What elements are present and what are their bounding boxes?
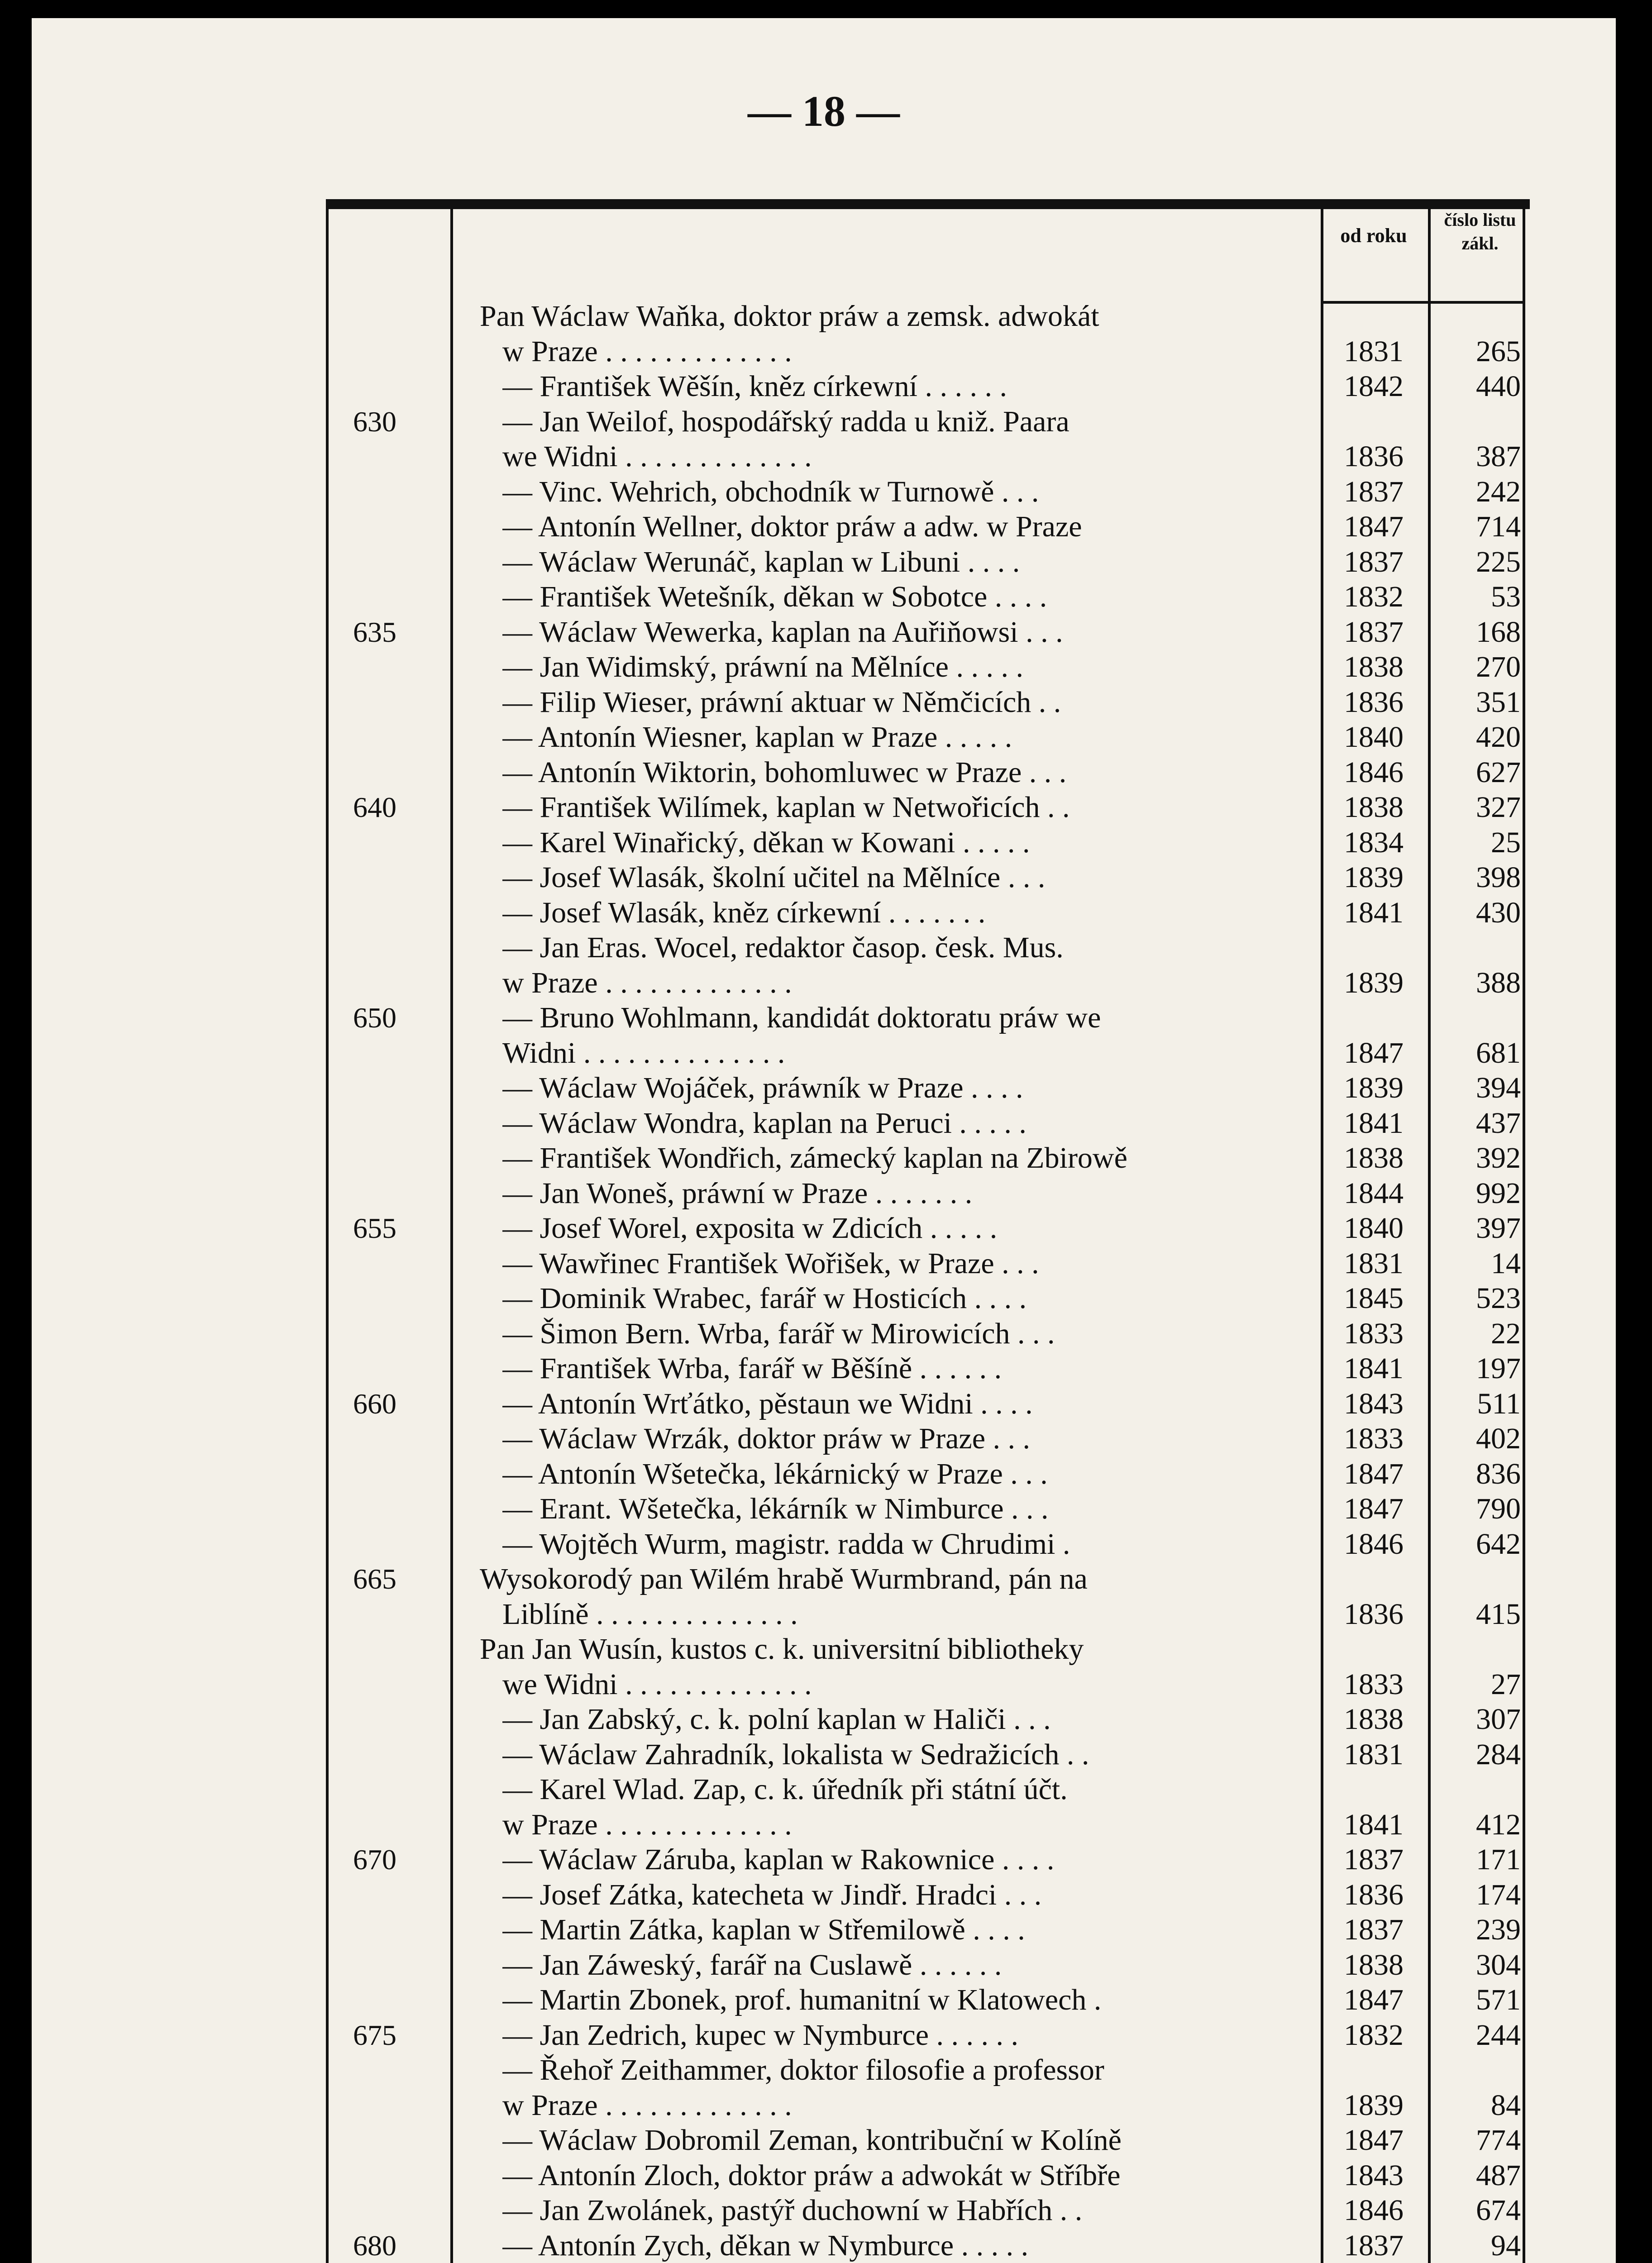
entry-year: 1837	[1344, 2229, 1404, 2262]
list-item	[32, 1456, 1616, 1491]
column-header-cislo-listu: číslo listu zákl.	[1444, 210, 1516, 253]
list-item	[32, 1702, 1616, 1737]
entry-sheet-number: 284	[1476, 1738, 1521, 1771]
list-item	[32, 615, 1616, 649]
entry-number: 670	[353, 1843, 396, 1876]
entry-sheet-number: 571	[1476, 1983, 1521, 2016]
list-item	[32, 1632, 1616, 1666]
list-item	[32, 2123, 1616, 2158]
list-item	[32, 825, 1616, 860]
entry-text: — Antonín Wrťátko, pěstaun we Widni . . . .	[502, 1387, 1033, 1420]
list-item	[32, 474, 1616, 509]
list-item	[32, 2088, 1616, 2123]
entry-year: 1836	[1344, 1878, 1404, 1911]
list-item	[32, 1561, 1616, 1596]
entry-sheet-number: 304	[1476, 1948, 1521, 1981]
list-item	[32, 1912, 1616, 1947]
entry-number: 655	[353, 1212, 396, 1244]
entry-sheet-number: 714	[1476, 510, 1521, 543]
entry-year: 1846	[1344, 2194, 1404, 2227]
list-item	[32, 1772, 1616, 1807]
entry-text: — Antonín Wiesner, kaplan w Praze . . . . .	[502, 721, 1012, 754]
entry-sheet-number: 437	[1476, 1106, 1521, 1140]
entry-text: Widni . . . . . . . . . . . . . .	[502, 1036, 785, 1069]
entry-sheet-number: 774	[1476, 2124, 1521, 2157]
entry-text: — Jan Záweský, farář na Cuslawě . . . . . .	[502, 1948, 1002, 1981]
entry-text: — František Wěšín, kněz církewní . . . . . .	[502, 370, 1007, 403]
list-item	[32, 1246, 1616, 1281]
entry-text: — Wáclaw Wojáček, práwník w Praze . . . .	[502, 1071, 1023, 1104]
entry-year: 1831	[1344, 1738, 1404, 1771]
entry-sheet-number: 197	[1476, 1352, 1521, 1385]
entry-sheet-number: 398	[1476, 861, 1521, 894]
entry-text: Wysokorodý pan Wilém hrabě Wurmbrand, pán na	[480, 1562, 1088, 1595]
list-item	[32, 579, 1616, 614]
entry-text: — Josef Wlasák, školní učitel na Mělníce . . .	[502, 861, 1046, 894]
entry-sheet-number: 327	[1476, 791, 1521, 824]
entry-year: 1839	[1344, 2088, 1404, 2122]
entry-year: 1841	[1344, 1106, 1404, 1140]
entry-sheet-number: 168	[1476, 615, 1521, 649]
entry-sheet-number: 242	[1476, 475, 1521, 508]
entry-sheet-number: 430	[1476, 896, 1521, 929]
entry-year: 1841	[1344, 1352, 1404, 1385]
entry-text: — Wáclaw Werunáč, kaplan w Libuni . . . .	[502, 545, 1020, 578]
entry-text: — Martin Zátka, kaplan w Střemilowě . . . .	[502, 1913, 1025, 1946]
entry-year: 1846	[1344, 755, 1404, 789]
entry-year: 1837	[1344, 1843, 1404, 1876]
list-item	[32, 1211, 1616, 1246]
entry-sheet-number: 420	[1476, 721, 1521, 754]
entry-number: 640	[353, 791, 396, 823]
entry-number: 660	[353, 1387, 396, 1420]
list-item	[32, 965, 1616, 1000]
entry-sheet-number: 836	[1476, 1457, 1521, 1490]
entry-year: 1847	[1344, 1036, 1404, 1069]
entry-text: — František Wetešník, děkan w Sobotce . . . .	[502, 580, 1047, 613]
list-item	[32, 2228, 1616, 2263]
entry-sheet-number: 265	[1476, 334, 1521, 368]
entry-year: 1842	[1344, 370, 1404, 403]
entry-sheet-number: 681	[1476, 1036, 1521, 1069]
entry-text: — Wáclaw Wewerka, kaplan na Auřiňowsi . . .	[502, 615, 1063, 649]
list-item	[32, 334, 1616, 369]
entry-sheet-number: 94	[1491, 2229, 1521, 2262]
list-item	[32, 1281, 1616, 1316]
entry-sheet-number: 397	[1476, 1212, 1521, 1245]
entry-text: — Jan Zwolánek, pastýř duchowní w Habřích . .	[502, 2194, 1083, 2227]
entry-year: 1831	[1344, 1246, 1404, 1280]
entry-year: 1837	[1344, 545, 1404, 578]
entry-year: 1843	[1344, 2158, 1404, 2192]
entry-year: 1838	[1344, 791, 1404, 824]
entry-text: — Antonín Wšetečka, lékárnický w Praze . . .	[502, 1457, 1048, 1490]
entry-sheet-number: 394	[1476, 1071, 1521, 1104]
entry-year: 1838	[1344, 1948, 1404, 1981]
entry-text: — Jan Widimský, práwní na Mělníce . . . . .	[502, 650, 1023, 683]
list-item	[32, 1982, 1616, 2017]
list-item	[32, 1421, 1616, 1456]
entry-sheet-number: 27	[1491, 1667, 1521, 1701]
entry-sheet-number: 674	[1476, 2194, 1521, 2227]
entry-text: — František Wondřich, zámecký kaplan na Zbirowě	[502, 1141, 1127, 1174]
entry-text: — František Wrba, farář w Běšíně . . . . . .	[502, 1352, 1002, 1385]
entry-sheet-number: 171	[1476, 1843, 1521, 1876]
entry-year: 1836	[1344, 440, 1404, 473]
page-number: — 18 —	[748, 87, 900, 135]
list-item	[32, 1527, 1616, 1561]
entry-text: — František Wilímek, kaplan w Netwořicích . .	[502, 791, 1070, 824]
entry-text: — Wáclaw Záruba, kaplan w Rakownice . . . .	[502, 1843, 1055, 1876]
list-item	[32, 790, 1616, 825]
book-page	[32, 18, 1616, 2263]
list-item	[32, 1807, 1616, 1842]
list-item	[32, 1000, 1616, 1035]
entry-sheet-number: 25	[1491, 826, 1521, 859]
entry-text: — Wáclaw Zahradník, lokalista w Sedražicích . .	[502, 1738, 1089, 1771]
entry-year: 1839	[1344, 966, 1404, 999]
entry-year: 1831	[1344, 334, 1404, 368]
entry-year: 1838	[1344, 650, 1404, 683]
list-item	[32, 1948, 1616, 1982]
entry-year: 1847	[1344, 2124, 1404, 2157]
entry-text: — Antonín Wiktorin, bohomluwec w Praze . . .	[502, 755, 1067, 789]
list-item	[32, 1737, 1616, 1772]
entry-sheet-number: 84	[1491, 2088, 1521, 2122]
entry-year: 1839	[1344, 861, 1404, 894]
entry-text: — Josef Wlasák, kněz církewní . . . . . . .	[502, 896, 986, 929]
entry-year: 1847	[1344, 510, 1404, 543]
entry-text: Pan Wáclaw Waňka, doktor práw a zemsk. adwokát	[480, 300, 1099, 333]
entry-year: 1840	[1344, 1212, 1404, 1245]
list-item	[32, 1597, 1616, 1632]
entry-text: — Josef Worel, exposita w Zdicích . . . . .	[502, 1212, 998, 1245]
entry-text: — Wáclaw Wrzák, doktor práw w Praze . . .	[502, 1422, 1030, 1455]
entry-text: — Wojtěch Wurm, magistr. radda w Chrudimi .	[502, 1527, 1070, 1561]
list-item	[32, 439, 1616, 474]
entry-text: — Martin Zbonek, prof. humanitní w Klatowech .	[502, 1983, 1102, 2016]
list-item	[32, 755, 1616, 790]
entry-sheet-number: 523	[1476, 1282, 1521, 1315]
entry-text: — Jan Zabský, c. k. polní kaplan w Haliči . . .	[502, 1703, 1051, 1736]
list-item	[32, 1036, 1616, 1070]
entry-number: 665	[353, 1563, 396, 1595]
member-list	[32, 18, 1616, 2263]
entry-sheet-number: 415	[1476, 1597, 1521, 1631]
entry-text: — Dominik Wrabec, farář w Hosticích . . . .	[502, 1282, 1027, 1315]
entry-year: 1833	[1344, 1317, 1404, 1350]
entry-sheet-number: 307	[1476, 1703, 1521, 1736]
entry-year: 1843	[1344, 1387, 1404, 1420]
entry-number: 675	[353, 2019, 396, 2051]
column-header-od-roku: od roku	[1340, 224, 1407, 247]
entry-number: 680	[353, 2229, 396, 2262]
list-item	[32, 1877, 1616, 1912]
entry-year: 1836	[1344, 685, 1404, 719]
entry-text: we Widni . . . . . . . . . . . . .	[502, 1667, 812, 1701]
entry-year: 1838	[1344, 1141, 1404, 1174]
list-item	[32, 1386, 1616, 1421]
entry-sheet-number: 402	[1476, 1422, 1521, 1455]
entry-year: 1832	[1344, 580, 1404, 613]
entry-sheet-number: 412	[1476, 1808, 1521, 1841]
entry-text: — Antonín Zych, děkan w Nymburce . . . . .	[502, 2229, 1029, 2262]
entry-year: 1845	[1344, 1282, 1404, 1315]
entry-year: 1834	[1344, 826, 1404, 859]
list-item	[32, 2158, 1616, 2193]
list-item	[32, 509, 1616, 544]
entry-text: — Šimon Bern. Wrba, farář w Mirowicích . . .	[502, 1317, 1055, 1350]
entry-year: 1846	[1344, 1527, 1404, 1561]
entry-sheet-number: 14	[1491, 1246, 1521, 1280]
list-item	[32, 299, 1616, 334]
entry-year: 1837	[1344, 475, 1404, 508]
entry-text: — Jan Woneš, práwní w Praze . . . . . . .	[502, 1176, 973, 1210]
entry-number: 630	[353, 405, 396, 438]
list-item	[32, 369, 1616, 404]
list-item	[32, 1141, 1616, 1175]
list-item	[32, 649, 1616, 684]
entry-sheet-number: 239	[1476, 1913, 1521, 1946]
entry-sheet-number: 511	[1477, 1387, 1521, 1420]
entry-text: — Antonín Zloch, doktor práw a adwokát w Stříbře	[502, 2158, 1121, 2192]
list-item	[32, 1842, 1616, 1877]
entry-text: Pan Jan Wusín, kustos c. k. universitní bibliotheky	[480, 1633, 1084, 1666]
entry-text: — Josef Zátka, katecheta w Jindř. Hradci . . .	[502, 1878, 1042, 1911]
list-item	[32, 930, 1616, 965]
entry-sheet-number: 22	[1491, 1317, 1521, 1350]
entry-sheet-number: 992	[1476, 1176, 1521, 1210]
entry-year: 1847	[1344, 1492, 1404, 1525]
list-item	[32, 2053, 1616, 2087]
entry-text: w Praze . . . . . . . . . . . . .	[502, 334, 792, 368]
entry-sheet-number: 627	[1476, 755, 1521, 789]
entry-year: 1840	[1344, 721, 1404, 754]
list-item	[32, 1491, 1616, 1526]
entry-sheet-number: 440	[1476, 370, 1521, 403]
list-item	[32, 2018, 1616, 2053]
list-item	[32, 1070, 1616, 1105]
entry-sheet-number: 225	[1476, 545, 1521, 578]
entry-text: — Jan Zedrich, kupec w Nymburce . . . . . .	[502, 2018, 1019, 2052]
list-item	[32, 895, 1616, 930]
entry-text: Liblíně . . . . . . . . . . . . . .	[502, 1597, 798, 1631]
entry-sheet-number: 53	[1491, 580, 1521, 613]
entry-sheet-number: 351	[1476, 685, 1521, 719]
entry-year: 1837	[1344, 1913, 1404, 1946]
entry-text: — Antonín Wellner, doktor práw a adw. w Praze	[502, 510, 1082, 543]
list-item	[32, 860, 1616, 895]
entry-sheet-number: 487	[1476, 2158, 1521, 2192]
entry-sheet-number: 392	[1476, 1141, 1521, 1174]
entry-text: — Jan Eras. Wocel, redaktor časop. česk. Mus.	[502, 931, 1064, 964]
list-item	[32, 1351, 1616, 1386]
entry-number: 635	[353, 616, 396, 648]
entry-year: 1833	[1344, 1667, 1404, 1701]
entry-number: 650	[353, 1002, 396, 1034]
list-item	[32, 685, 1616, 720]
entry-text: w Praze . . . . . . . . . . . . .	[502, 2088, 792, 2122]
entry-year: 1838	[1344, 1703, 1404, 1736]
entry-year: 1839	[1344, 1071, 1404, 1104]
list-item	[32, 720, 1616, 754]
entry-text: — Erant. Wšetečka, lékárník w Nimburce . . .	[502, 1492, 1049, 1525]
entry-text: — Wáclaw Dobromil Zeman, kontribuční w Kolíně	[502, 2124, 1122, 2157]
entry-text: w Praze . . . . . . . . . . . . .	[502, 966, 792, 999]
entry-sheet-number: 387	[1476, 440, 1521, 473]
list-item	[32, 1667, 1616, 1702]
entry-sheet-number: 270	[1476, 650, 1521, 683]
list-item	[32, 1176, 1616, 1211]
entry-text: — Karel Wlad. Zap, c. k. úředník při státní účt.	[502, 1773, 1068, 1806]
entry-year: 1847	[1344, 1457, 1404, 1490]
entry-sheet-number: 244	[1476, 2018, 1521, 2052]
entry-year: 1837	[1344, 615, 1404, 649]
entry-text: — Řehoř Zeithammer, doktor filosofie a professor	[502, 2053, 1104, 2086]
entry-year: 1841	[1344, 896, 1404, 929]
list-item	[32, 1316, 1616, 1351]
entry-text: — Vinc. Wehrich, obchodník w Turnowě . . .	[502, 475, 1039, 508]
entry-year: 1844	[1344, 1176, 1404, 1210]
entry-year: 1833	[1344, 1422, 1404, 1455]
entry-year: 1836	[1344, 1597, 1404, 1631]
entry-text: — Wawřinec František Wořišek, w Praze . . .	[502, 1246, 1039, 1280]
entry-text: — Filip Wieser, práwní aktuar w Němčicích . .	[502, 685, 1061, 719]
entry-sheet-number: 642	[1476, 1527, 1521, 1561]
entry-sheet-number: 174	[1476, 1878, 1521, 1911]
entry-sheet-number: 388	[1476, 966, 1521, 999]
entry-text: w Praze . . . . . . . . . . . . .	[502, 1808, 792, 1841]
list-item	[32, 2193, 1616, 2228]
entry-text: we Widni . . . . . . . . . . . . .	[502, 440, 812, 473]
entry-year: 1832	[1344, 2018, 1404, 2052]
entry-text: — Bruno Wohlmann, kandidát doktoratu práw we	[502, 1001, 1101, 1034]
entry-year: 1841	[1344, 1808, 1404, 1841]
entry-text: — Karel Winařický, děkan w Kowani . . . . .	[502, 826, 1030, 859]
entry-year: 1847	[1344, 1983, 1404, 2016]
entry-text: — Jan Weilof, hospodářský radda u kniž. Paara	[502, 405, 1070, 438]
entry-text: — Wáclaw Wondra, kaplan na Peruci . . . . .	[502, 1106, 1027, 1140]
entry-sheet-number: 790	[1476, 1492, 1521, 1525]
list-item	[32, 544, 1616, 579]
list-item	[32, 404, 1616, 439]
list-item	[32, 1106, 1616, 1141]
